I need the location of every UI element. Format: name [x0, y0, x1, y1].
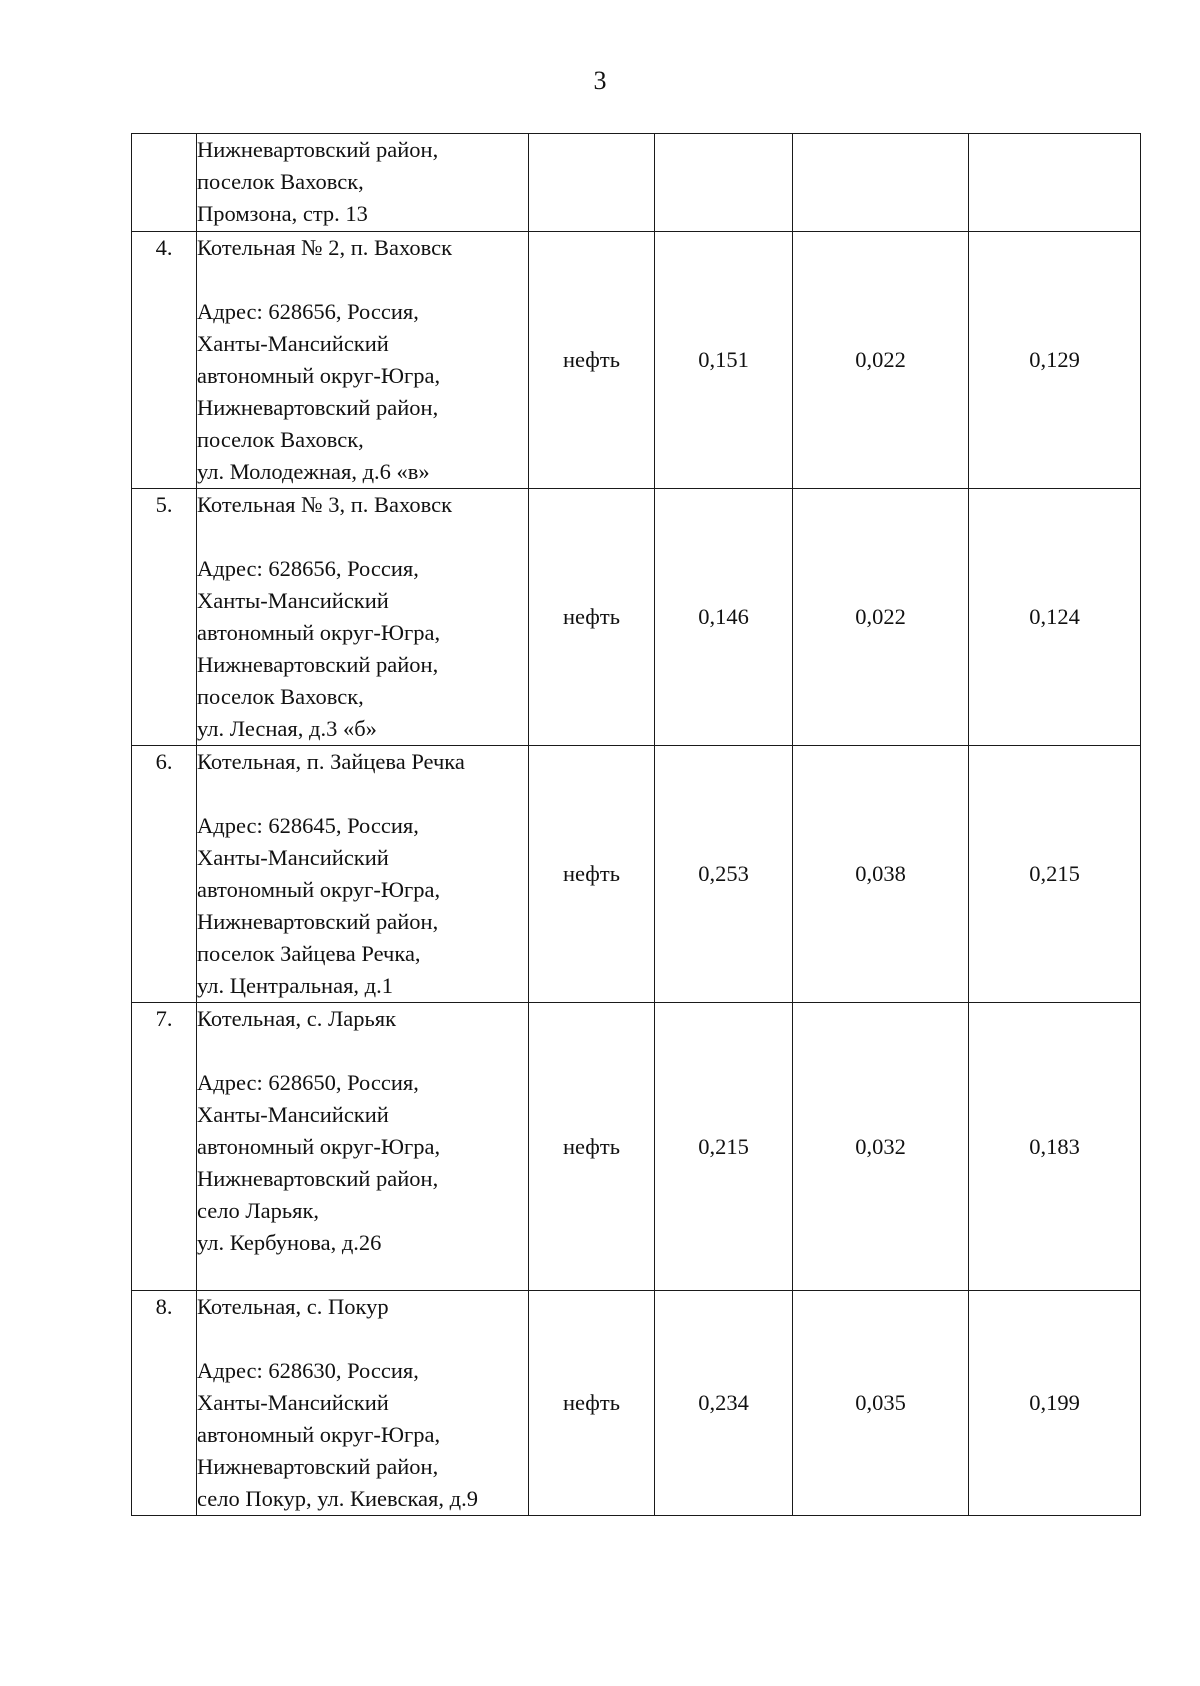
row-number: 5. — [132, 489, 197, 746]
address-line: Адрес: 628630, Россия, — [197, 1358, 419, 1383]
value-1: 0,253 — [655, 746, 793, 1003]
value-3: 0,124 — [969, 489, 1141, 746]
value-1: 0,234 — [655, 1291, 793, 1516]
fuel-type: нефть — [529, 489, 655, 746]
address-line: Нижневартовский район, — [197, 137, 439, 162]
address-line: Ханты-Мансийский — [197, 845, 389, 870]
boiler-title: Котельная, с. Ларьяк — [197, 1006, 397, 1031]
boiler-description — [197, 232, 529, 489]
address-line: Нижневартовский район, — [197, 652, 439, 677]
address-line: автономный округ-Югра, — [197, 363, 441, 388]
address-line: Промзона, стр. 13 — [197, 201, 368, 226]
value-cell-1 — [655, 134, 793, 232]
table-row-continuation — [132, 134, 1141, 232]
address-cell — [197, 134, 529, 232]
address-line: Нижневартовский район, — [197, 1454, 439, 1479]
fuel-type: нефть — [529, 746, 655, 1003]
boiler-description — [197, 1003, 529, 1291]
fuel-type: нефть — [529, 232, 655, 489]
address-line: Адрес: 628656, Россия, — [197, 556, 419, 581]
address-line: автономный округ-Югра, — [197, 620, 441, 645]
row-number-cell — [132, 134, 197, 232]
address-line: ул. Центральная, д.1 — [197, 973, 393, 998]
fuel-type: нефть — [529, 1003, 655, 1291]
row-number: 4. — [132, 232, 197, 489]
boiler-title: Котельная, с. Покур — [197, 1294, 389, 1319]
value-2: 0,035 — [793, 1291, 969, 1516]
value-3: 0,129 — [969, 232, 1141, 489]
value-1: 0,215 — [655, 1003, 793, 1291]
value-cell-2 — [793, 134, 969, 232]
address-line: Ханты-Мансийский — [197, 588, 389, 613]
address-line: село Покур, ул. Киевская, д.9 — [197, 1486, 478, 1511]
value-3: 0,199 — [969, 1291, 1141, 1516]
table-row — [132, 1003, 1141, 1291]
value-1: 0,146 — [655, 489, 793, 746]
fuel-type: нефть — [529, 1291, 655, 1516]
address-line: поселок Зайцева Речка, — [197, 941, 421, 966]
address-line: Нижневартовский район, — [197, 909, 439, 934]
page-number: 3 — [593, 66, 607, 95]
address-line: ул. Молодежная, д.6 «в» — [197, 459, 430, 484]
value-cell-3 — [969, 134, 1141, 232]
address-line: ул. Лесная, д.3 «б» — [197, 716, 377, 741]
table-row — [132, 232, 1141, 489]
value-2: 0,038 — [793, 746, 969, 1003]
address-line: Адрес: 628650, Россия, — [197, 1070, 419, 1095]
boiler-title: Котельная № 2, п. Ваховск — [197, 235, 453, 260]
value-2: 0,022 — [793, 232, 969, 489]
fuel-cell — [529, 134, 655, 232]
value-3: 0,183 — [969, 1003, 1141, 1291]
address-line: автономный округ-Югра, — [197, 1134, 441, 1159]
boiler-description — [197, 746, 529, 1003]
table-row — [132, 1291, 1141, 1516]
row-number: 6. — [132, 746, 197, 1003]
address-line: село Ларьяк, — [197, 1198, 320, 1223]
address-line: Адрес: 628656, Россия, — [197, 299, 419, 324]
boiler-title: Котельная № 3, п. Ваховск — [197, 492, 453, 517]
address-line: Нижневартовский район, — [197, 1166, 439, 1191]
address-line: поселок Ваховск, — [197, 684, 364, 709]
address-line: ул. Кербунова, д.26 — [197, 1230, 382, 1255]
value-3: 0,215 — [969, 746, 1141, 1003]
value-2: 0,022 — [793, 489, 969, 746]
address-line: Ханты-Мансийский — [197, 1390, 389, 1415]
boiler-title: Котельная, п. Зайцева Речка — [197, 749, 465, 774]
address-line: автономный округ-Югра, — [197, 1422, 441, 1447]
value-1: 0,151 — [655, 232, 793, 489]
address-line: автономный округ-Югра, — [197, 877, 441, 902]
address-line: Ханты-Мансийский — [197, 1102, 389, 1127]
address-line: поселок Ваховск, — [197, 169, 364, 194]
address-line: Адрес: 628645, Россия, — [197, 813, 419, 838]
boiler-description — [197, 1291, 529, 1516]
address-line: Нижневартовский район, — [197, 395, 439, 420]
row-number: 7. — [132, 1003, 197, 1291]
boiler-table — [131, 133, 1141, 1516]
address-line: Ханты-Мансийский — [197, 331, 389, 356]
table-row — [132, 746, 1141, 1003]
address-line: поселок Ваховск, — [197, 427, 364, 452]
value-2: 0,032 — [793, 1003, 969, 1291]
table-row — [132, 489, 1141, 746]
row-number: 8. — [132, 1291, 197, 1516]
boiler-description — [197, 489, 529, 746]
